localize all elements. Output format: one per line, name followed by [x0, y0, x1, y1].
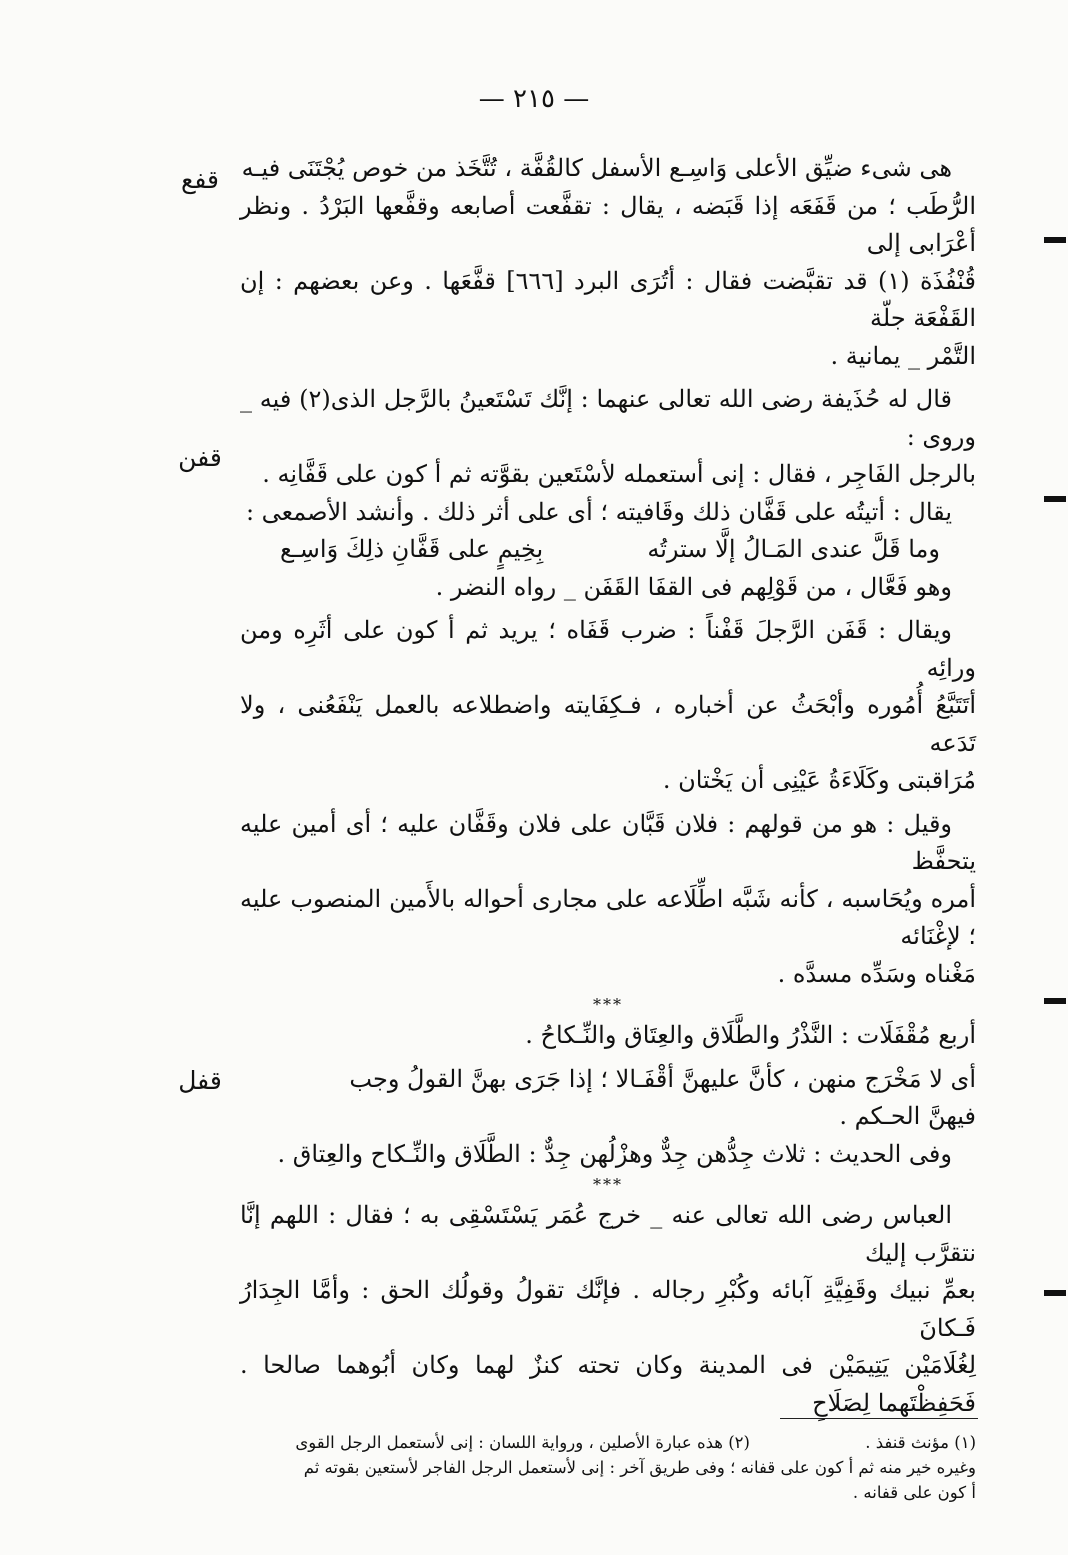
poem-verse — [240, 531, 976, 569]
footnote-line — [240, 1430, 976, 1455]
margin-root-qafan: قفن — [178, 443, 222, 472]
edge-mark — [1044, 496, 1066, 502]
footnote-1: (١) مؤنث قنفذ . — [865, 1433, 976, 1452]
text-line: العباس رضى الله تعالى عنه _ خرج عُمَر يَسْتَسْقِى به ؛ فقال : اللهم إنَّا نتقرَّب إليك — [240, 1201, 976, 1267]
text-line: بالرجل الفَاجِر ، فقال : إنى أستعمله لأسْتَعين بقوَّته ثم أ كون على قَفَّانِه . — [262, 460, 976, 488]
text-line: فيهنَّ الحـكم . — [839, 1102, 976, 1130]
verse-hemistich-second: بِخِيمٍ على قَفَّانِ ذلِكَ وَاسِـع — [280, 535, 544, 563]
edge-mark — [1044, 1290, 1066, 1296]
text-line: أى لا مَخْرَج منهن ، كأنَّ عليهنَّ أقْفَـالا ؛ إذا جَرَى بهنَّ القولُ وجب — [349, 1064, 976, 1093]
text-line: أربع مُقْفَلَات : النَّذْرُ والطَّلَاق والعِتَاق والنِّـكاحُ . — [525, 1021, 976, 1049]
text-line: وقيل : هو من قولهم : فلان قَبَّان على فلان وقَفَّان عليه ؛ أى أمين عليه يتحفَّظ — [240, 809, 976, 875]
text-line: أتَتَبَّعُ أُمُوره وأبْحَثُ عن أخباره ، فـكِفَايته واضطلاعه بالعمل يَنْفَعُنى ، ولا تَدَعه — [240, 691, 976, 757]
text-line: ويقال : قَفَن الرَّجلَ قَفْناً : ضرب قَفَاه ؛ يريد ثم أ كون على أثَرِه ومن ورائِه — [240, 616, 976, 682]
footnote-rule — [780, 1418, 978, 1419]
text-line: لِغُلَامَيْن يَتِيمَيْن فى المدينة وكان تحته كنزٌ لهما وكان أبُوهما صالحا . فَحَفِظْتَهما لِصَلَاحِ — [240, 1351, 977, 1417]
text-line: مَغْناه وسَدِّه مسدَّه . — [777, 959, 976, 988]
text-line: أمره ويُحَاسبه ، كأنه شَبَّه اطِّلَاعه على مجارى أحواله بالأَمين المنصوب عليه ؛ لإغْنَائه — [240, 884, 976, 950]
margin-root-qafa: قفع — [181, 165, 219, 194]
section-separator: *** — [593, 1175, 623, 1194]
text-line: هى شىء ضيِّق الأعلى وَاسِـع الأسفل كالقُفَّة ، تُتَّخَذ من خوص يُجْتَنَى فيـه — [241, 154, 952, 182]
edge-mark — [1044, 237, 1066, 243]
margin-root-qafal: قفل — [178, 1066, 222, 1095]
text-line: وهو فَعَّال ، من قَوْلِهم فى القفَا القَفَن _ رواه النضر . — [435, 572, 952, 601]
main-text — [240, 150, 976, 1422]
text-line: التَّمْر _ يمانية . — [830, 341, 976, 370]
edge-mark — [1044, 998, 1066, 1004]
footnotes — [240, 1430, 976, 1505]
footnote-2: (٢) هذه عبارة الأصلين ، ورواية اللسان : إنى لأستعمل الرجل القوى — [295, 1433, 750, 1452]
text-line: قُنْفُذَة (١) قد تقبَّضت فقال : أتُرَى البرد [٦٦٦] قفَّعَها . وعن بعضهم : إن القَفْعَة جلّة — [240, 266, 976, 332]
page-number: — ٢١٥ — — [478, 84, 590, 114]
footnote-line: وغيره خير منه ثم أ كون على قفانه ؛ وفى طريق آخر : إنى لأستعمل الرجل الفاجر لأستعين بقوته ثم — [303, 1458, 976, 1477]
text-line: يقال : أتيتُه على قَفَّان ذلك وقَافيته ؛ أى على أثر ذلك . وأنشد الأصمعى : — [245, 497, 952, 526]
text-line: مُرَاقبتى وكَلَاءَةُ عَيْنِى أن يَخْتان . — [662, 766, 976, 794]
text-line: قال له حُذَيفة رضى الله تعالى عنهما : إنَّك تَسْتَعينُ بالرَّجل الذى(٢) فيه _ وروى : — [240, 385, 976, 451]
section-separator: *** — [593, 995, 623, 1014]
footnote-line: أ كون على قفانه . — [852, 1483, 976, 1502]
text-line: بعمِّ نبيك وقَفِيَّةِ آبائه وكُبْرِ رجاله . فإنَّك تقولُ وقولُك الحق : وأمَّا الجِدَارُ فَـكانَ — [240, 1276, 976, 1342]
text-line: الرُّطَب ؛ من قَفَعَه إذا قَبَضه ، يقال : تقفَّعت أصابعه وقفَّعها البَرْدُ . ونظر أعْرَابى إلى — [240, 191, 976, 257]
text-line: وفى الحديث : ثلاث جِدُّهن جِدٌّ وهزْلُهن جِدٌّ : الطَّلَاق والنِّـكاح والعِتاق . — [277, 1139, 952, 1168]
verse-hemistich-first: وما قَلَّ عندى المَـالُ إلَّا سترتُه — [647, 535, 940, 563]
